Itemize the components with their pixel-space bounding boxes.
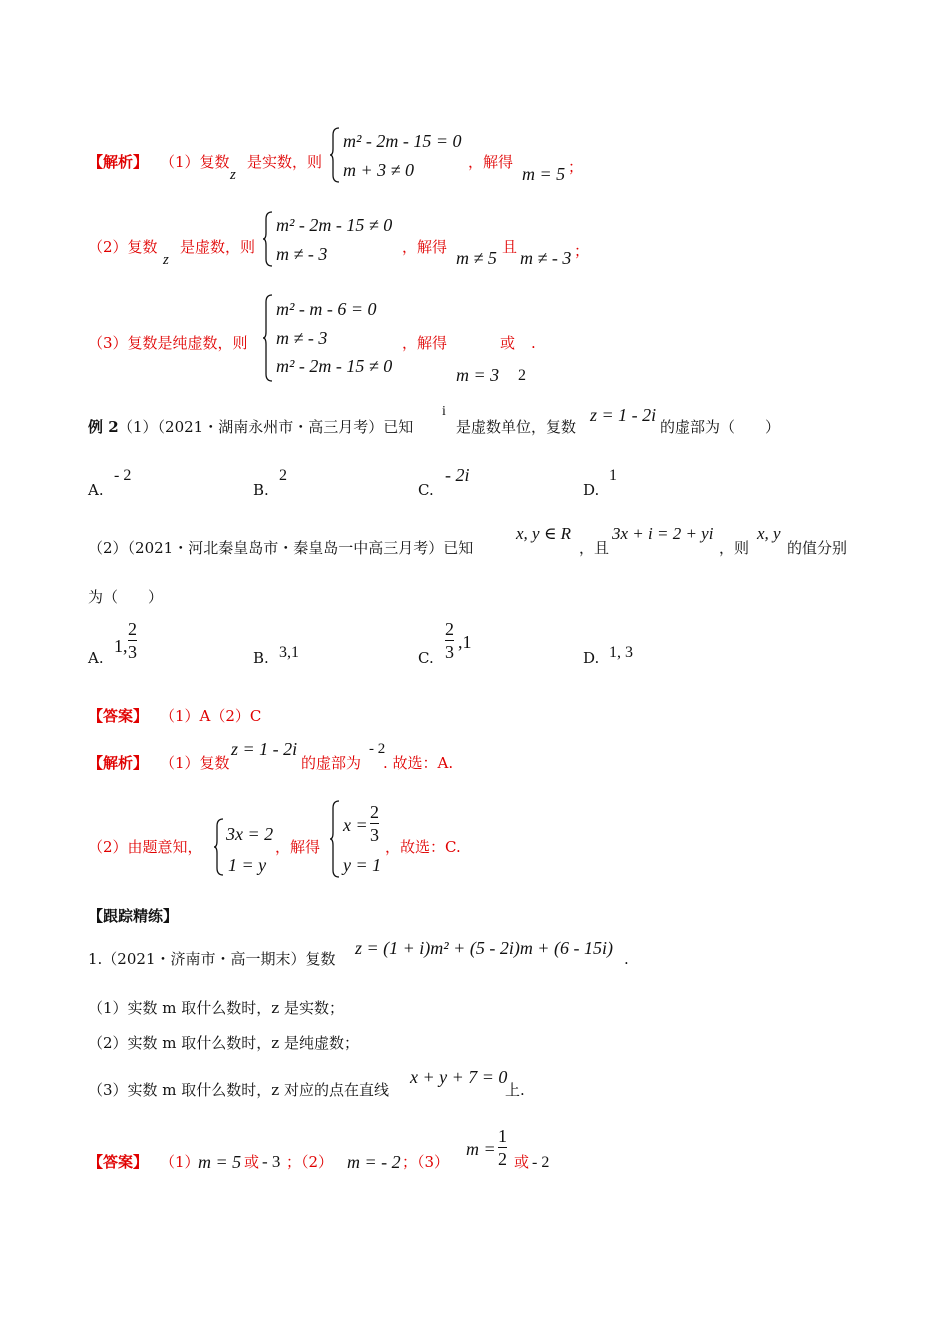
ex2-opt2-a-num: 2	[128, 619, 137, 639]
ex2-opt1-b-value: 2	[279, 467, 287, 484]
ex2-opt1-c-value: - 2i	[445, 465, 470, 485]
ex2-opt2-d-value: 1, 3	[609, 644, 633, 661]
answer3-v2: m = - 2	[347, 1152, 401, 1172]
sol2-p3: . 故选：A.	[383, 754, 454, 772]
sol2-val: - 2	[369, 741, 386, 757]
sol2-soly: y = 1	[343, 855, 382, 875]
s2-result1: m ≠ 5	[456, 248, 497, 268]
ex2-opt2-c-post: ,1	[458, 632, 472, 652]
ex2-opt1-b-label: B.	[253, 481, 269, 499]
sol2-solx-num: 2	[370, 802, 379, 822]
answer-tag: 【答案】	[88, 707, 149, 725]
ex2-q2-line2: 为（ ）	[88, 588, 164, 606]
ex2-opt2-a-den: 3	[128, 642, 137, 662]
s1-text3: ，解得	[468, 153, 514, 171]
ex2-opt2-a-pre: 1,	[114, 636, 128, 656]
answer3-v3-num: 1	[498, 1126, 507, 1146]
s1-brace	[329, 127, 341, 183]
s2-eq2: m ≠ - 3	[276, 244, 328, 264]
s3-result1: m = 3	[456, 365, 500, 385]
practice-sub3-eq: x + y + 7 = 0	[410, 1067, 508, 1087]
example-label: 例 2	[88, 418, 119, 436]
s2-result2: m ≠ - 3	[520, 248, 572, 268]
practice-sub3-pre: （3）实数 m 取什么数时，z 对应的点在直线	[88, 1081, 389, 1099]
s3-eq3: m² - 2m - 15 ≠ 0	[276, 356, 393, 376]
s2-text: （2）复数	[88, 238, 158, 256]
s2-text3: ，解得	[402, 238, 448, 256]
ex2-opt2-c-label: C.	[418, 649, 434, 667]
answer3-sep1: ；（2）	[286, 1153, 334, 1171]
s3-result2: 2	[518, 367, 526, 384]
sol2-p2: 的虚部为	[301, 754, 362, 772]
ex2-q2-prefix: （2）（2021・河北秦皇岛市・秦皇岛一中高三月考）已知	[88, 539, 474, 557]
answer3-or3: 或	[514, 1153, 530, 1171]
sol2-p6: ，故选：C.	[385, 838, 461, 856]
sol2-solx: x =	[343, 815, 368, 835]
sol2-p1: （1）复数	[160, 754, 230, 772]
answer3-v3: m =	[466, 1139, 496, 1159]
s3-eq1: m² - m - 6 = 0	[276, 299, 377, 319]
s3-text2: ，解得	[402, 334, 448, 352]
ex2-opt2-c-den: 3	[445, 642, 454, 662]
ex2-opt1-d-value: 1	[609, 467, 617, 484]
answer3-or1: 或	[244, 1153, 260, 1171]
ex2-q2-then: ，则	[719, 539, 750, 557]
s1-eq2: m + 3 ≠ 0	[343, 160, 415, 180]
practice-title: 【跟踪精练】	[88, 907, 179, 925]
answer3-sep2: ；（3）	[402, 1153, 450, 1171]
ex2-opt2-d-label: D.	[583, 649, 600, 667]
ex2-q1-expr: z = 1 - 2i	[590, 405, 657, 425]
s2-z: z	[163, 252, 169, 268]
ex2-opt1-d-label: D.	[583, 481, 600, 499]
ex2-opt2-c-fraction	[445, 620, 454, 661]
s1-end: ；	[568, 158, 584, 176]
ex2-q2-cond: x, y ∈ R	[516, 524, 572, 543]
answer3-v3-den: 2	[498, 1149, 507, 1169]
s3-eq2: m ≠ - 3	[276, 328, 328, 348]
s3-dot: .	[531, 334, 536, 352]
sol2-sys2: 1 = y	[228, 855, 267, 875]
ex2-opt2-b-value: 3,1	[279, 644, 299, 661]
sol2-p5: ，解得	[275, 838, 321, 856]
answer3-v1b: - 3	[262, 1152, 281, 1171]
s1-eq1: m² - 2m - 15 = 0	[343, 131, 462, 151]
practice-sub2: （2）实数 m 取什么数时，z 是纯虚数；	[88, 1034, 359, 1052]
ex2-opt2-c-num: 2	[445, 619, 454, 639]
analysis-tag: 【解析】	[88, 153, 149, 171]
sol2-brace1	[213, 818, 225, 876]
s2-brace	[262, 211, 274, 267]
s3-text: （3）复数是纯虚数，则	[88, 334, 248, 352]
sol2-solx-fraction	[370, 803, 379, 844]
sol2-expr: z = 1 - 2i	[231, 739, 298, 759]
s2-eq1: m² - 2m - 15 ≠ 0	[276, 215, 393, 235]
sol2-p4: （2）由题意知，	[88, 838, 203, 856]
answer3-tag: 【答案】	[88, 1153, 149, 1171]
answer3-p1: （1）	[160, 1153, 200, 1171]
answer-text: （1）A（2）C	[160, 707, 262, 725]
ex2-q2-xy: x, y	[757, 524, 781, 543]
answer3-v1: m = 5	[198, 1152, 242, 1172]
answer3-v3b: - 2	[532, 1154, 550, 1171]
practice-sub3-end: 上.	[505, 1081, 525, 1099]
s2-qie: 且	[502, 238, 518, 256]
s2-text2: 是虚数，则	[180, 238, 256, 256]
practice-sub1: （1）实数 m 取什么数时，z 是实数；	[88, 999, 344, 1017]
s3-or: 或	[500, 334, 516, 352]
ex2-i: i	[442, 404, 446, 419]
ex2-opt1-c-label: C.	[418, 481, 434, 499]
s1-z: z	[230, 167, 236, 183]
s1-text: （1）复数	[160, 153, 230, 171]
ex2-q1-mid: 是虚数单位，复数	[456, 418, 577, 436]
ex2-q1-prefix: （1）（2021・湖南永州市・高三月考）已知	[118, 418, 414, 436]
solution-tag: 【解析】	[88, 754, 149, 772]
ex2-opt1-a-label: A.	[88, 481, 104, 499]
ex2-opt2-b-label: B.	[253, 649, 269, 667]
ex2-q2-eq: 3x + i = 2 + yi	[612, 524, 714, 543]
s2-end: ；	[574, 242, 590, 260]
ex2-q2-end: 的值分别	[787, 539, 848, 557]
sol2-solx-den: 3	[370, 825, 379, 845]
practice-q-prefix: 1.（2021・济南市・高一期末）复数	[88, 950, 336, 968]
ex2-q1-end: 的虚部为（ ）	[660, 418, 781, 436]
s1-text2: 是实数，则	[247, 153, 323, 171]
practice-q-expr: z = (1 + i)m² + (5 - 2i)m + (6 - 15i)	[355, 938, 613, 958]
practice-q-end: .	[624, 950, 629, 968]
sol2-brace2	[329, 800, 341, 878]
s3-brace	[262, 294, 274, 382]
ex2-opt1-a-value: - 2	[114, 467, 132, 484]
ex2-opt2-a-fraction	[128, 620, 137, 661]
answer3-v3-fraction	[498, 1127, 507, 1168]
sol2-sys1: 3x = 2	[226, 824, 274, 844]
ex2-opt2-a-label: A.	[88, 649, 104, 667]
s1-result: m = 5	[522, 164, 566, 184]
ex2-q2-comma: ，且	[579, 539, 610, 557]
